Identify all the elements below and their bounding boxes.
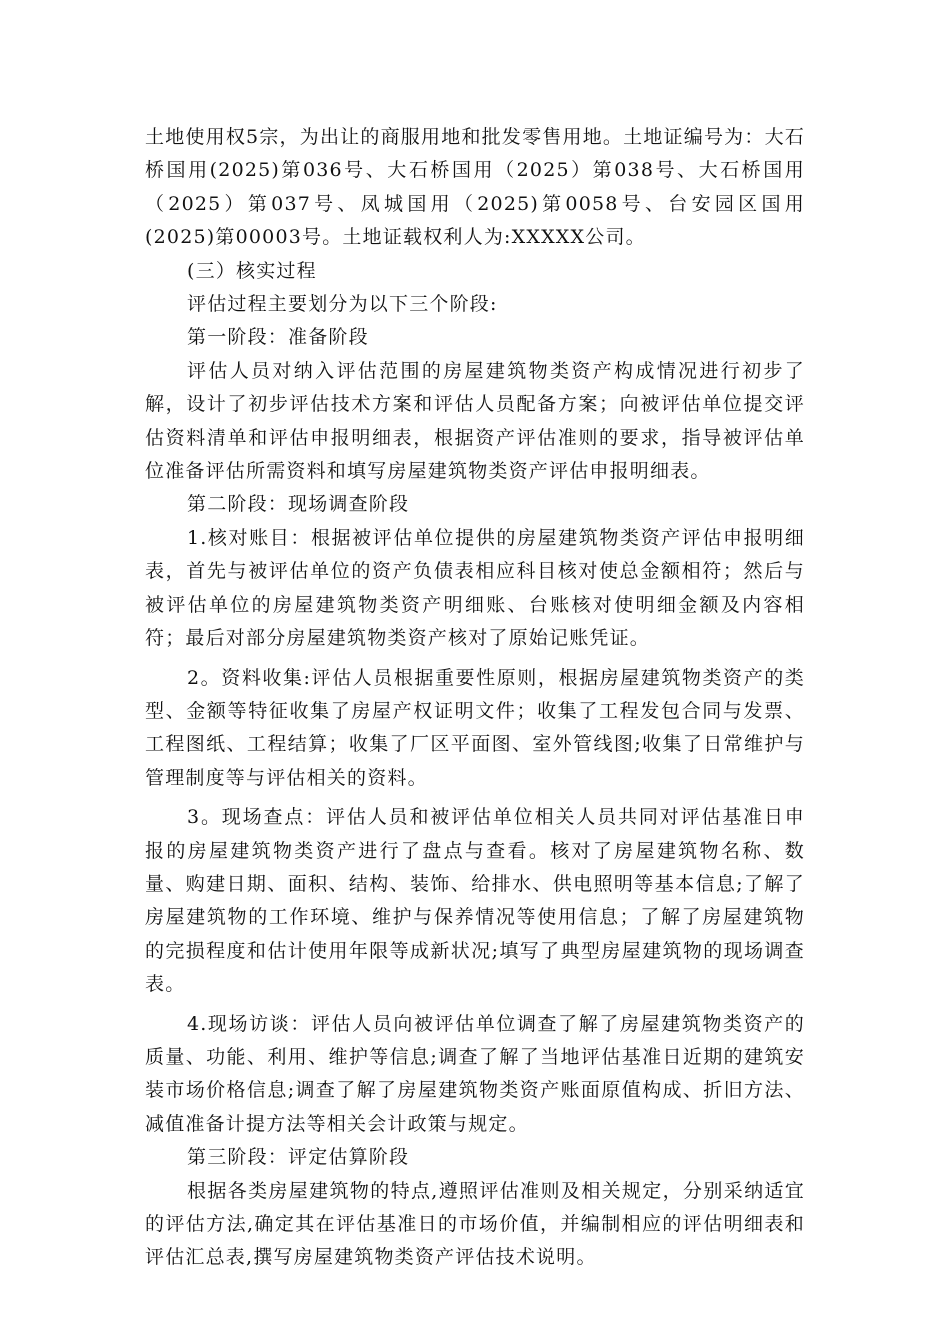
paragraph-data-collection: 2。资料收集:评估人员根据重要性原则，根据房屋建筑物类资产的类型、金额等特征收集了房屋产权证明文件；收集了工程发包合同与发票、工程图纸、工程结算；收集了厂区平面图、室外管线图;收集了日常维护与管理制度等与评估相关的资料。 <box>145 666 805 789</box>
section-heading-verification-process: (三）核实过程 <box>187 259 317 282</box>
paragraph-account-check: 1.核对账目：根据被评估单位提供的房屋建筑物类资产评估申报明细表，首先与被评估单位的资产负债表相应科目核对使总金额相符；然后与被评估单位的房屋建筑物类资产明细账、台账核对使明细金额及内容相符；最后对部分房屋建筑物类资产核对了原始记账凭证。 <box>145 526 805 650</box>
stage-heading-preparation: 第一阶段：准备阶段 <box>187 326 369 349</box>
stage-heading-field-survey: 第二阶段：现场调查阶段 <box>187 493 410 516</box>
paragraph-land-use-rights: 土地使用权5宗，为出让的商服用地和批发零售用地。土地证编号为：大石桥国用(2025)第036号、大石桥国用（2025）第038号、大石桥国用（2025）第037号、凤城国用（2025)第0058号、台安园区国用(2025)第00003号。土地证载权利人为:XXXXX公司。 <box>145 126 805 249</box>
paragraph-site-interview: 4.现场访谈：评估人员向被评估单位调查了解了房屋建筑物类资产的质量、功能、利用、维护等信息;调查了解了当地评估基准日近期的建筑安装市场价格信息;调查了解了房屋建筑物类资产账面原值构成、折旧方法、减值准备计提方法等相关会计政策与规定。 <box>145 1012 805 1135</box>
paragraph-process-intro: 评估过程主要划分为以下三个阶段: <box>187 293 498 316</box>
paragraph-preparation-stage: 评估人员对纳入评估范围的房屋建筑物类资产构成情况进行初步了解，设计了初步评估技术方案和评估人员配备方案；向被评估单位提交评估资料清单和评估申报明细表，根据资产评估准则的要求，指导被评估单位准备评估所需资料和填写房屋建筑物类资产评估申报明细表。 <box>145 359 805 483</box>
paragraph-assessment-stage: 根据各类房屋建筑物的特点,遵照评估准则及相关规定，分别采纳适宜的评估方法,确定其在评估基准日的市场价值，并编制相应的评估明细表和评估汇总表,撰写房屋建筑物类资产评估技术说明。 <box>145 1179 805 1269</box>
stage-heading-assessment: 第三阶段：评定估算阶段 <box>187 1146 410 1169</box>
document-body <box>145 121 805 1275</box>
paragraph-site-inspection: 3。现场查点：评估人员和被评估单位相关人员共同对评估基准日申报的房屋建筑物类资产进行了盘点与查看。核对了房屋建筑物名称、数量、购建日期、面积、结构、装饰、给排水、供电照明等基本信息;了解了房屋建筑物的工作环境、维护与保养情况等使用信息；了解了房屋建筑物的完损程度和估计使用年限等成新状况;填写了典型房屋建筑物的现场调查表。 <box>145 806 805 996</box>
